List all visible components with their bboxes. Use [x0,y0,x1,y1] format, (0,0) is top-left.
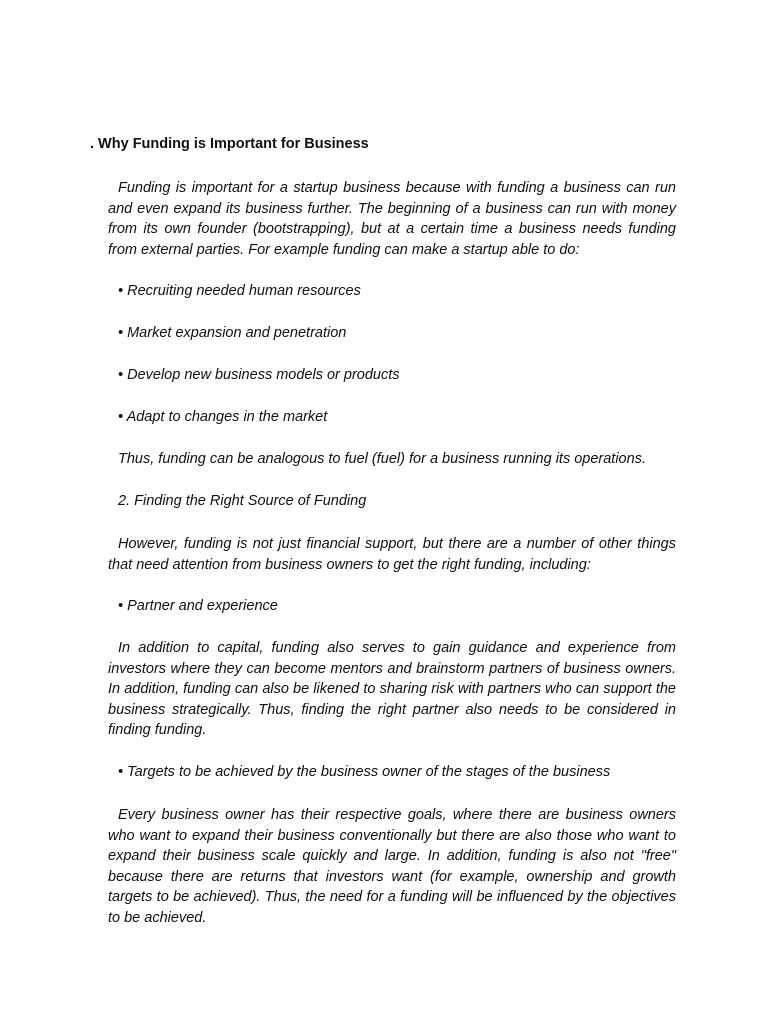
bullet-targets: • Targets to be achieved by the business owner of the stages of the business [118,764,611,780]
paragraph-not-just-financial: However, funding is not just financial support, but there are a number of other things that need attention from business owners to get the right funding, including: [108,536,676,573]
paragraph-capital-guidance: In addition to capital, funding also serves to gain guidance and experience from investors where they can become mentors and brainstorm partners of business owners. In addition, funding can also be likened to sharing risk with partners who can support the business strategically. Thus, finding the right partner also needs to be considered in finding funding. [108,640,676,738]
section-title-right-source: 2. Finding the Right Source of Funding [118,493,367,509]
bullet-develop-models: • Develop new business models or products [118,367,400,383]
bullet-market-expansion: • Market expansion and penetration [118,325,347,341]
section-heading: . Why Funding is Important for Business [90,136,369,152]
bullet-adapt: • Adapt to changes in the market [118,409,328,425]
paragraph-funding-importance: Funding is important for a startup business because with funding a business can run and even expand its business further. The beginning of a business can run with money from its own founder (bootstrapping), but at a certain time a business needs funding from external parties. For example funding can make a startup able to do: [108,180,676,258]
bullet-recruiting: • Recruiting needed human resources [118,283,361,299]
paragraph-owner-goals: Every business owner has their respective goals, where there are business owners who want to expand their business conventionally but there are also those who want to expand their business scale quickly and large. In addition, funding is also not "free" because there are returns that investors want (for example, ownership and growth targets to be achieved). Thus, the need for a funding will be influenced by the objectives to be achieved. [108,807,676,926]
paragraph-fuel-analogy: Thus, funding can be analogous to fuel (fuel) for a business running its operations. [118,451,646,467]
bullet-partner-experience: • Partner and experience [118,598,278,614]
